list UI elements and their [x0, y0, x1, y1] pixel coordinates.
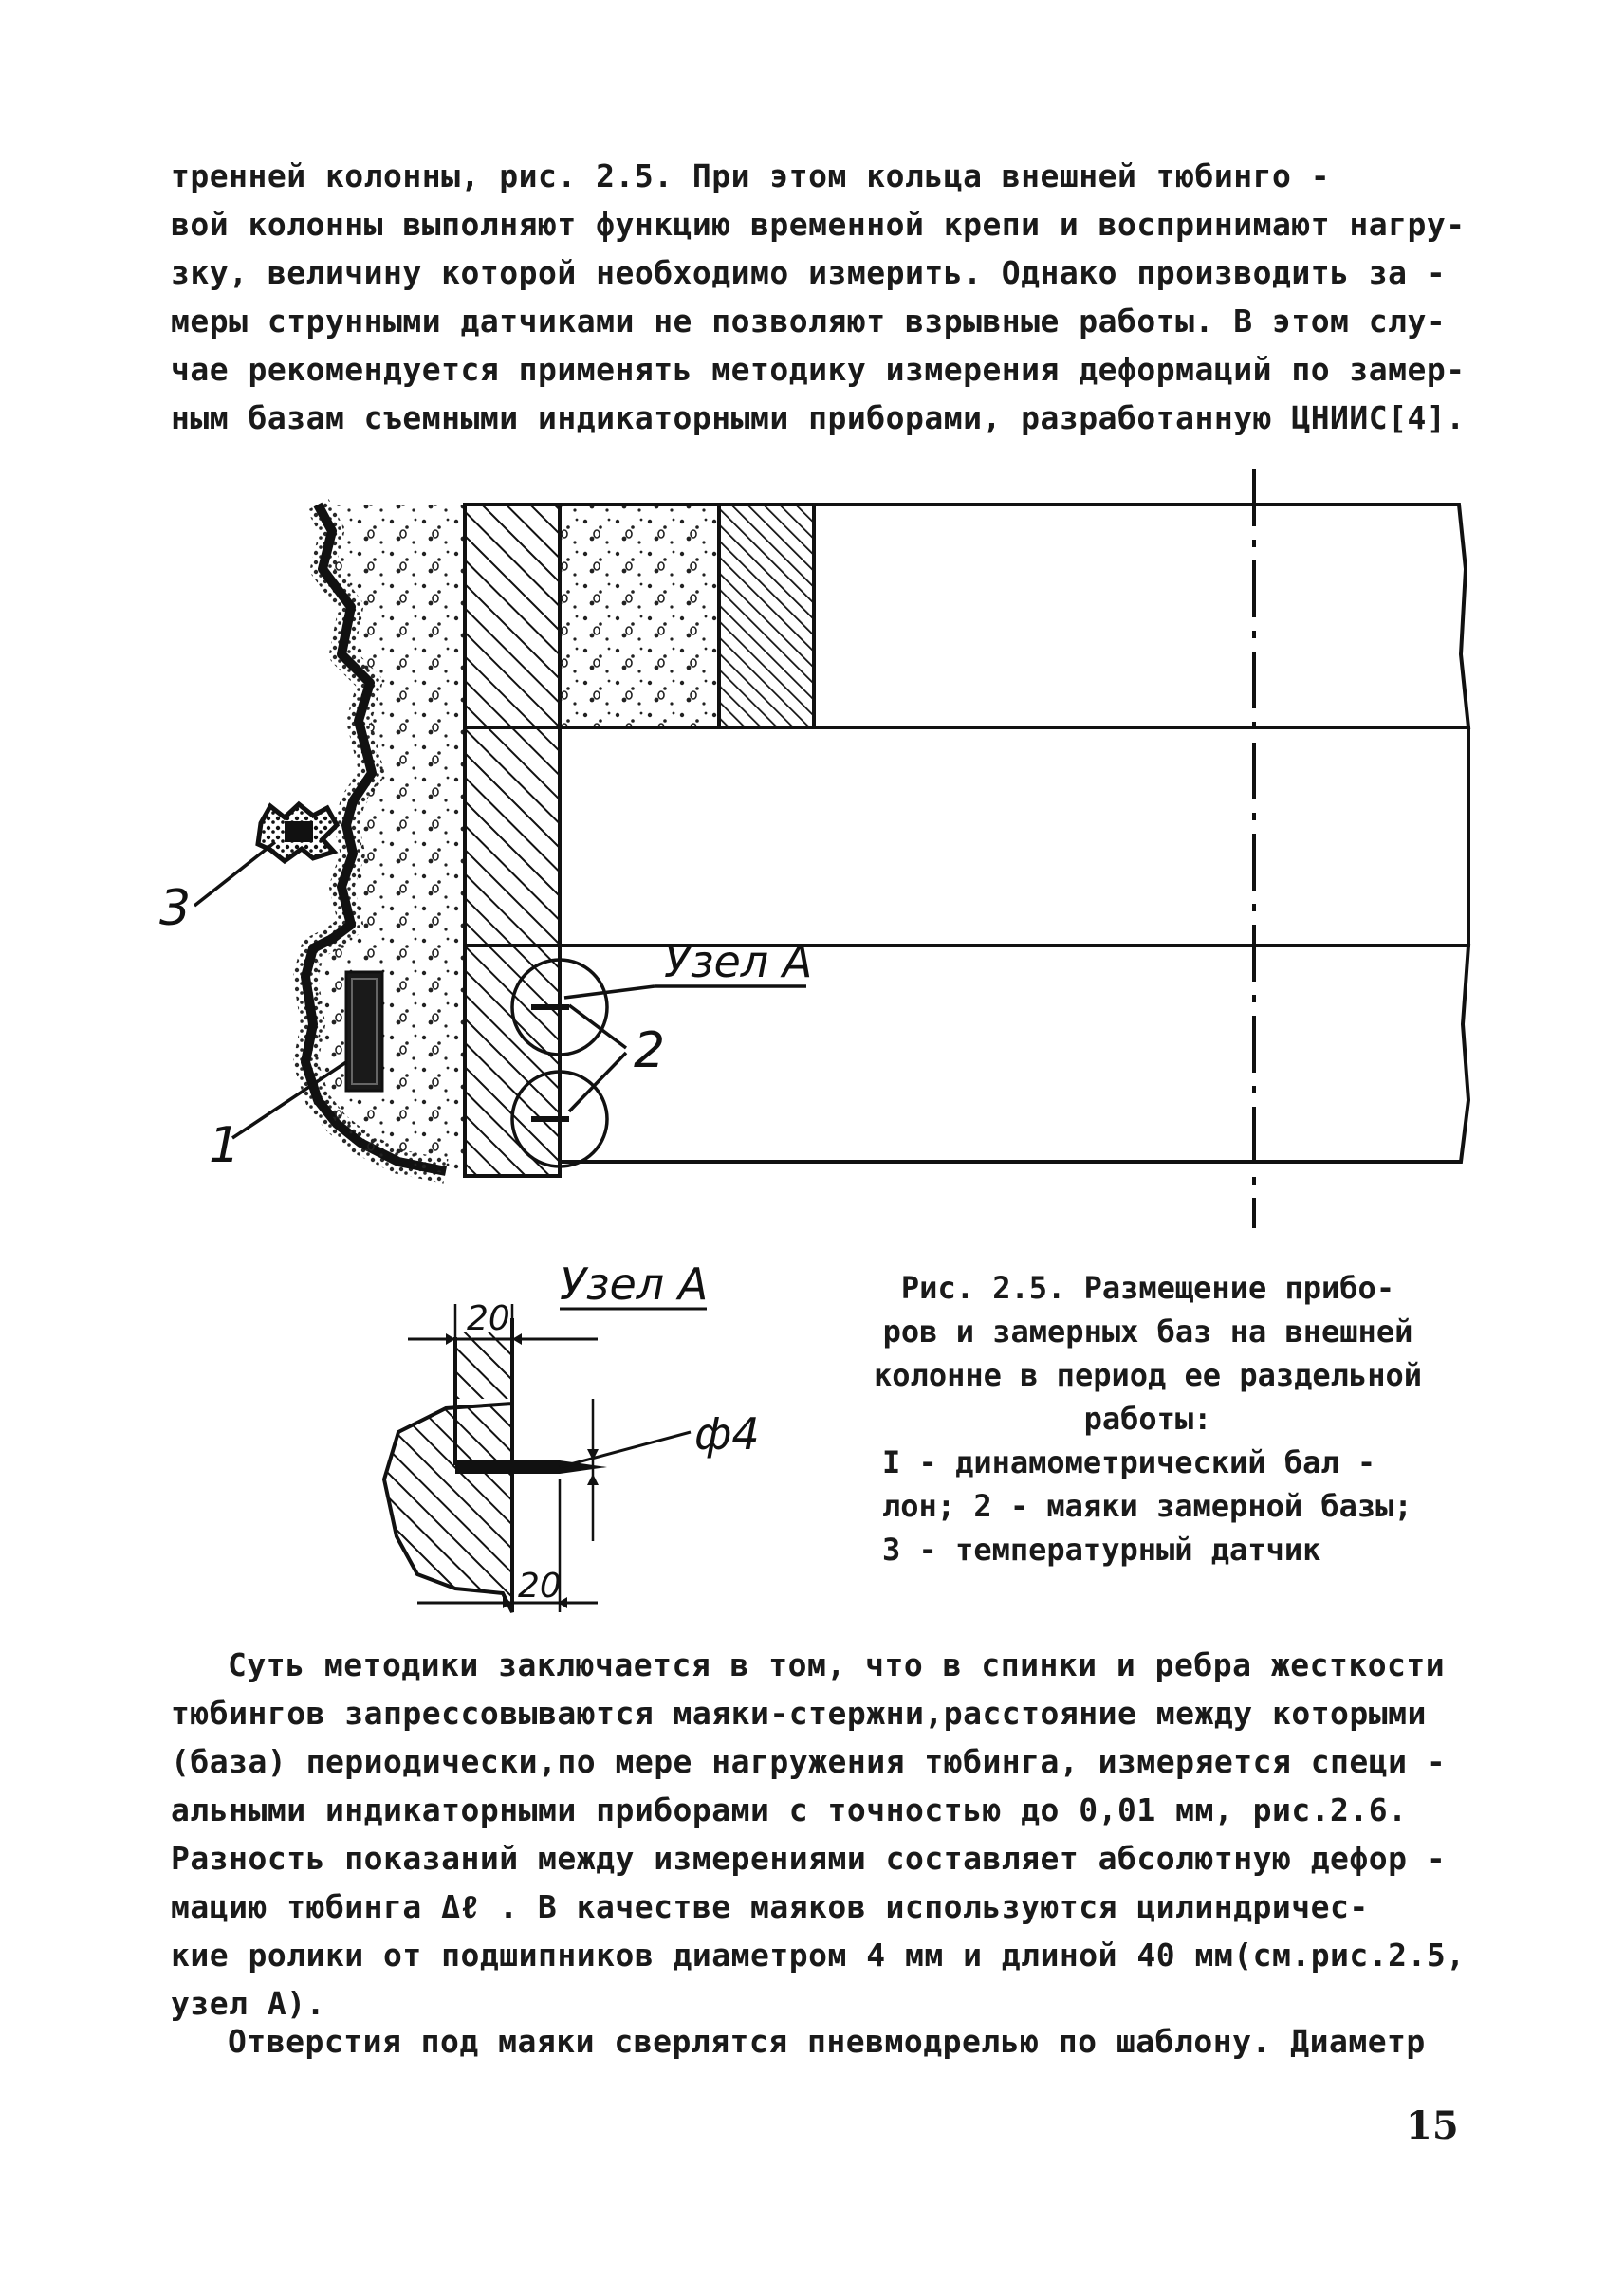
tunnel-ring-middle [560, 727, 1468, 946]
caption-line: Рис. 2.5. Размещение прибо- [900, 1270, 1395, 1306]
text-line: Разность показаний между измерениями составляет абсолютную дефор - [171, 1840, 1447, 1877]
tunnel-ring-top [814, 505, 1468, 727]
dimension-bottom: 20 [518, 1567, 562, 1606]
caption-item: 3 - температурный датчик [882, 1532, 1321, 1568]
label-1: 1 [209, 1117, 241, 1174]
caption-item: лон; 2 - маяки замерной базы; [882, 1488, 1412, 1524]
text-line: мацию тюбинга Δℓ . В качестве маяков используются цилиндричес- [171, 1888, 1369, 1925]
caption-item: I - динамометрический бал - [882, 1444, 1376, 1480]
text-line: узел А). [171, 1985, 325, 2022]
leader-line-2 [569, 1005, 626, 1048]
figure-caption [854, 1266, 1442, 1571]
label-2: 2 [634, 1022, 666, 1079]
inner-column-segment [719, 505, 814, 727]
dimension-top: 20 [467, 1299, 510, 1338]
text-line: Суть методики заключается в том, что в спинки и ребра жесткости [228, 1646, 1446, 1683]
marker-pin [455, 1460, 560, 1474]
text-line: альными индикаторными приборами с точностью до 0,01 мм, рис.2.6. [171, 1791, 1408, 1828]
text-line: ным базам съемными индикаторными приборами, разработанную ЦНИИС[4]. [171, 399, 1466, 436]
outer-column-segment [465, 727, 560, 946]
outer-column-segment [465, 946, 560, 1176]
outer-column-segment [465, 505, 560, 727]
text-line: тюбингов запрессовываются маяки-стержни,расстояние между которыми [171, 1695, 1427, 1732]
node-a-callout: Узел А [664, 936, 813, 987]
text-line: вой колонны выполняют функцию временной крепи и воспринимают нагру- [171, 206, 1466, 243]
caption-line: колонне в период ее раздельной [874, 1357, 1422, 1393]
label-3: 3 [159, 880, 192, 937]
diameter-label: ф4 [694, 1408, 760, 1460]
backfill-block [560, 505, 719, 727]
text-line: Отверстия под маяки сверлятся пневмодрелью по шаблону. Диаметр [228, 2023, 1426, 2060]
bottom-paragraph [171, 2017, 1451, 2066]
text-line: зку, величину которой необходимо измерить. Однако производить за - [171, 254, 1447, 291]
middle-paragraph [171, 1641, 1466, 2028]
caption-line: ров и замерных баз на внешней [882, 1313, 1413, 1350]
leader-line-3 [194, 842, 275, 906]
leader-line-node-a [564, 986, 655, 998]
text-line: меры струнными датчиками не позволяют взрывные работы. В этом слу- [171, 303, 1447, 340]
page-number: 15 [1406, 2103, 1459, 2148]
caption-line: работы: [1083, 1401, 1212, 1437]
text-line: тренней колонны, рис. 2.5. При этом кольца внешней тюбинго - [171, 157, 1331, 194]
text-line: (база) периодически,по мере нагружения тюбинга, измеряется специ - [171, 1743, 1447, 1780]
node-a-title: Узел А [560, 1258, 709, 1310]
text-line: чае рекомендуется применять методику измерения деформаций по замер- [171, 351, 1466, 388]
text-line: кие ролики от подшипников диаметром 4 мм и длиной 40 мм(см.рис.2.5, [171, 1937, 1466, 1974]
